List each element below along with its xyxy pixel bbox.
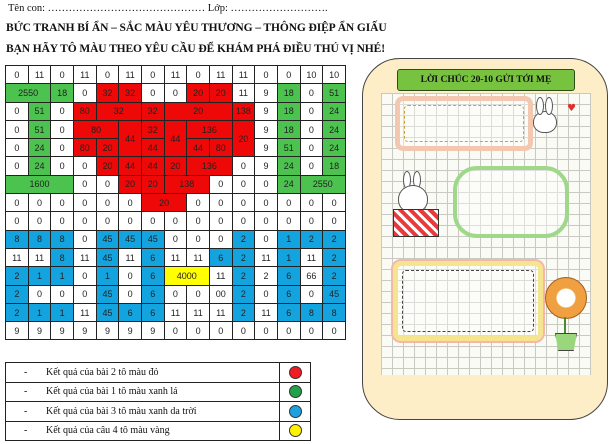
grid-cell[interactable]: 0	[141, 84, 164, 102]
grid-cell[interactable]: 66	[300, 267, 323, 285]
grid-cell[interactable]: 11	[209, 303, 232, 321]
grid-cell[interactable]: 0	[300, 139, 323, 157]
grid-cell[interactable]: 9	[73, 322, 96, 340]
legend-text: Kết quả của câu 4 tô màu vàng	[46, 425, 170, 437]
grid-cell[interactable]: 9	[255, 139, 278, 157]
grid-cell[interactable]: 0	[73, 230, 96, 248]
flower-bunny-icon	[545, 277, 587, 319]
grid-cell[interactable]: 20	[187, 84, 210, 102]
grid-cell[interactable]: 0	[141, 212, 164, 230]
grid-cell[interactable]: 0	[6, 102, 29, 120]
grid-cell[interactable]: 136	[187, 120, 232, 138]
grid-cell[interactable]: 44	[164, 120, 187, 157]
grid-cell[interactable]: 0	[164, 230, 187, 248]
grid-cell[interactable]: 8	[323, 303, 346, 321]
grid-cell[interactable]: 9	[6, 322, 29, 340]
grid-cell[interactable]: 0	[73, 212, 96, 230]
legend-dash: -	[24, 405, 28, 417]
grid-cell[interactable]: 0	[96, 66, 119, 84]
grid-cell[interactable]: 11	[232, 84, 255, 102]
grid-cell[interactable]: 6	[277, 267, 300, 285]
bunny-peek-icon	[533, 111, 557, 133]
grid-cell[interactable]: 0	[209, 230, 232, 248]
message-cloud-middle[interactable]	[453, 166, 569, 238]
grid-cell[interactable]: 2	[232, 285, 255, 303]
grid-cell[interactable]: 0	[119, 194, 142, 212]
grid-row	[6, 212, 346, 230]
grid-cell[interactable]: 9	[28, 322, 51, 340]
grid-row	[6, 120, 346, 138]
grid-cell[interactable]: 0	[187, 212, 210, 230]
grid-cell[interactable]: 1	[96, 267, 119, 285]
card-title: LỜI CHÚC 20-10 GỬI TỚI MẸ	[397, 69, 575, 91]
grid-cell[interactable]: 11	[164, 66, 187, 84]
grid-cell[interactable]: 0	[255, 230, 278, 248]
grid-cell[interactable]: 0	[28, 285, 51, 303]
grid-cell[interactable]: 0	[187, 322, 210, 340]
grid-cell[interactable]: 11	[209, 267, 232, 285]
grid-cell[interactable]: 6	[141, 285, 164, 303]
grid-cell[interactable]: 11	[73, 66, 96, 84]
grid-cell[interactable]: 44	[119, 157, 142, 175]
grid-cell[interactable]: 0	[141, 66, 164, 84]
grid-cell[interactable]: 0	[28, 212, 51, 230]
grid-cell[interactable]: 2	[232, 267, 255, 285]
grid-cell[interactable]: 0	[119, 285, 142, 303]
grid-cell[interactable]: 0	[164, 212, 187, 230]
grid-cell[interactable]: 0	[232, 212, 255, 230]
legend-label	[6, 421, 280, 441]
grid-cell[interactable]: 0	[73, 285, 96, 303]
grid-cell[interactable]: 18	[277, 120, 300, 138]
grid-cell[interactable]: 0	[277, 212, 300, 230]
grid-row	[6, 102, 346, 120]
grid-cell[interactable]: 1	[277, 248, 300, 266]
grid-cell[interactable]: 0	[323, 194, 346, 212]
grid-cell[interactable]: 0	[255, 285, 278, 303]
grid-cell[interactable]: 11	[232, 66, 255, 84]
grid-cell[interactable]: 0	[232, 322, 255, 340]
yellow-circle-icon	[289, 424, 302, 437]
grid-cell[interactable]: 0	[6, 66, 29, 84]
grid-cell[interactable]: 11	[164, 303, 187, 321]
grid-cell[interactable]: 0	[232, 194, 255, 212]
legend-swatch-cell	[280, 382, 311, 402]
grid-cell[interactable]: 0	[73, 175, 96, 193]
grid-cell[interactable]: 8	[51, 248, 74, 266]
grid-cell[interactable]: 11	[255, 248, 278, 266]
grid-cell[interactable]: 10	[300, 66, 323, 84]
grid-cell[interactable]: 44	[187, 139, 210, 157]
grid-cell[interactable]: 0	[255, 194, 278, 212]
grid-cell[interactable]: 9	[51, 322, 74, 340]
grid-cell[interactable]: 2	[323, 267, 346, 285]
grid-cell[interactable]: 44	[141, 139, 164, 157]
grid-cell[interactable]: 00	[209, 285, 232, 303]
grid-cell[interactable]: 2	[255, 267, 278, 285]
grid-cell[interactable]: 2	[300, 230, 323, 248]
grid-cell[interactable]: 10	[323, 66, 346, 84]
grid-cell[interactable]: 2	[6, 267, 29, 285]
red-circle-icon	[289, 366, 302, 379]
bunny-ear-icon	[536, 97, 544, 115]
legend-row	[6, 402, 311, 422]
grid-cell[interactable]: 45	[96, 303, 119, 321]
grid-cell[interactable]: 20	[232, 120, 255, 157]
grid-cell[interactable]: 0	[51, 120, 74, 138]
grid-cell[interactable]: 11	[73, 248, 96, 266]
message-frame-top[interactable]	[395, 96, 533, 151]
grid-cell[interactable]: 0	[73, 84, 96, 102]
grid-cell[interactable]: 20	[164, 102, 232, 120]
message-frame-bottom[interactable]	[393, 261, 543, 341]
grid-cell[interactable]: 0	[187, 230, 210, 248]
grid-cell[interactable]: 0	[6, 139, 29, 157]
grid-cell[interactable]: 80	[73, 120, 118, 138]
grid-cell[interactable]: 2	[232, 248, 255, 266]
grid-cell[interactable]: 9	[255, 102, 278, 120]
grid-cell[interactable]: 6	[277, 285, 300, 303]
grid-cell[interactable]: 9	[255, 157, 278, 175]
grid-cell[interactable]: 2	[323, 248, 346, 266]
grid-cell[interactable]: 11	[209, 66, 232, 84]
grid-cell[interactable]: 1	[28, 303, 51, 321]
grid-cell[interactable]: 0	[323, 322, 346, 340]
flower-pot-icon	[555, 333, 577, 351]
grid-cell[interactable]: 18	[323, 157, 346, 175]
grid-cell[interactable]: 0	[119, 267, 142, 285]
grid-cell[interactable]: 18	[277, 84, 300, 102]
grid-cell[interactable]: 44	[119, 120, 142, 157]
grid-cell[interactable]: 80	[73, 102, 96, 120]
grid-cell[interactable]: 0	[255, 212, 278, 230]
grid-cell[interactable]: 9	[255, 84, 278, 102]
grid-cell[interactable]: 11	[28, 248, 51, 266]
grid-cell[interactable]: 0	[51, 139, 74, 157]
grid-cell[interactable]: 9	[141, 322, 164, 340]
grid-cell[interactable]: 0	[51, 194, 74, 212]
heart-icon: ♥	[567, 103, 576, 114]
coloring-grid	[5, 65, 346, 340]
grid-cell[interactable]: 20	[164, 157, 187, 175]
grid-cell[interactable]: 80	[73, 139, 96, 157]
grid-cell[interactable]: 20	[96, 139, 119, 157]
legend-row	[6, 363, 311, 383]
legend-swatch-cell	[280, 402, 311, 422]
grid-cell[interactable]: 11	[6, 248, 29, 266]
grid-row	[6, 303, 346, 321]
grid-row	[6, 285, 346, 303]
grid-cell[interactable]: 20	[119, 175, 142, 193]
grid-cell[interactable]: 80	[209, 139, 232, 157]
grid-cell[interactable]: 0	[300, 84, 323, 102]
grid-cell[interactable]: 8	[28, 230, 51, 248]
grid-cell[interactable]: 138	[164, 175, 209, 193]
grid-cell[interactable]: 0	[209, 175, 232, 193]
grid-cell[interactable]: 20	[209, 84, 232, 102]
grid-cell[interactable]: 0	[164, 285, 187, 303]
grid-cell[interactable]: 0	[6, 157, 29, 175]
grid-cell[interactable]: 24	[28, 139, 51, 157]
grid-cell[interactable]: 1	[51, 303, 74, 321]
legend-label	[6, 363, 280, 383]
grid-cell[interactable]: 0	[232, 175, 255, 193]
grid-cell[interactable]: 20	[96, 157, 119, 175]
legend-text: Kết quả của bài 2 tô màu đỏ	[46, 366, 159, 378]
grid-cell[interactable]: 6	[141, 267, 164, 285]
grid-cell[interactable]: 9	[96, 322, 119, 340]
grid-cell[interactable]: 0	[187, 194, 210, 212]
grid-cell[interactable]: 0	[300, 322, 323, 340]
grid-cell[interactable]: 8	[51, 230, 74, 248]
grid-cell[interactable]: 32	[96, 84, 119, 102]
grid-row	[6, 322, 346, 340]
grid-cell[interactable]: 0	[164, 322, 187, 340]
grid-cell[interactable]: 6	[277, 303, 300, 321]
grid-cell[interactable]: 0	[73, 194, 96, 212]
grid-cell[interactable]: 24	[323, 139, 346, 157]
grid-cell[interactable]: 2	[6, 303, 29, 321]
grid-cell[interactable]: 6	[141, 248, 164, 266]
grid-cell[interactable]: 0	[51, 102, 74, 120]
grid-cell[interactable]: 2	[323, 230, 346, 248]
grid-cell[interactable]: 0	[277, 66, 300, 84]
grid-cell[interactable]: 9	[119, 322, 142, 340]
grid-row	[6, 267, 346, 285]
worksheet-instruction: BẠN HÃY TÔ MÀU THEO YÊU CẦU ĐỂ KHÁM PHÁ ĐIỀU THÚ VỊ NHÉ!	[6, 43, 385, 55]
legend-swatch-cell	[280, 421, 311, 441]
grid-cell[interactable]: 32	[96, 102, 141, 120]
grid-cell[interactable]: 0	[300, 120, 323, 138]
grid-cell[interactable]: 6	[209, 248, 232, 266]
grid-cell[interactable]: 11	[187, 303, 210, 321]
grid-row	[6, 230, 346, 248]
grid-cell[interactable]: 51	[277, 139, 300, 157]
grid-cell[interactable]: 24	[277, 175, 300, 193]
grid-cell[interactable]: 11	[300, 248, 323, 266]
grid-cell[interactable]: 9	[255, 120, 278, 138]
grid-cell[interactable]: 45	[96, 248, 119, 266]
grid-cell[interactable]: 0	[51, 66, 74, 84]
grid-row	[6, 66, 346, 84]
grid-cell[interactable]: 0	[6, 120, 29, 138]
grid-cell[interactable]: 0	[323, 212, 346, 230]
legend-row	[6, 421, 311, 441]
legend-text: Kết quả của bài 1 tô màu xanh lá	[46, 386, 178, 398]
green-circle-icon	[289, 385, 302, 398]
legend-dash: -	[24, 386, 28, 398]
grid-cell[interactable]: 0	[187, 285, 210, 303]
grid-cell[interactable]: 0	[255, 66, 278, 84]
grid-cell[interactable]: 0	[51, 212, 74, 230]
grid-cell[interactable]: 11	[255, 303, 278, 321]
grid-cell[interactable]: 32	[119, 84, 142, 102]
grid-cell[interactable]: 0	[73, 157, 96, 175]
grid-cell[interactable]: 24	[323, 120, 346, 138]
name-class-line: Tên con: ……………………………………… Lớp: ……………………….	[8, 3, 328, 14]
grid-row	[6, 84, 346, 102]
grid-cell[interactable]: 0	[300, 212, 323, 230]
grid-row	[6, 157, 346, 175]
grid-cell[interactable]: 0	[96, 175, 119, 193]
grid-cell[interactable]: 24	[323, 102, 346, 120]
grid-cell[interactable]: 20	[141, 175, 164, 193]
grid-cell[interactable]: 2	[232, 230, 255, 248]
grid-cell[interactable]: 0	[6, 212, 29, 230]
legend-text: Kết quả của bài 3 tô màu xanh da trời	[46, 405, 197, 417]
grid-paper	[381, 93, 591, 375]
grid-cell[interactable]: 1	[277, 230, 300, 248]
grid-cell[interactable]: 0	[73, 267, 96, 285]
grid-cell[interactable]: 11	[187, 248, 210, 266]
grid-cell[interactable]: 45	[96, 285, 119, 303]
grid-cell[interactable]: 0	[255, 322, 278, 340]
grid-cell[interactable]: 0	[209, 322, 232, 340]
grid-cell[interactable]: 18	[51, 84, 74, 102]
legend-dash: -	[24, 425, 28, 437]
grid-cell[interactable]: 0	[187, 66, 210, 84]
grid-cell[interactable]: 20	[141, 194, 186, 212]
grid-cell[interactable]: 0	[164, 84, 187, 102]
grid-cell[interactable]: 0	[96, 194, 119, 212]
grid-cell[interactable]: 136	[187, 157, 232, 175]
grid-cell[interactable]: 11	[73, 303, 96, 321]
grid-cell[interactable]: 0	[28, 194, 51, 212]
grid-cell[interactable]: 44	[141, 157, 164, 175]
grid-cell[interactable]: 0	[255, 175, 278, 193]
grid-cell[interactable]: 0	[300, 102, 323, 120]
grid-cell[interactable]: 0	[6, 194, 29, 212]
grid-cell[interactable]: 2550	[300, 175, 345, 193]
legend-row	[6, 382, 311, 402]
grid-cell[interactable]: 0	[232, 157, 255, 175]
grid-cell[interactable]: 2	[6, 285, 29, 303]
legend-swatch-cell	[280, 363, 311, 383]
flower-stem-icon	[564, 317, 566, 335]
grid-cell[interactable]: 6	[141, 303, 164, 321]
legend-label	[6, 382, 280, 402]
grid-row	[6, 175, 346, 193]
grid-cell[interactable]: 0	[96, 212, 119, 230]
grid-cell[interactable]: 24	[277, 157, 300, 175]
legend-dash: -	[24, 366, 28, 378]
grid-cell[interactable]: 51	[28, 120, 51, 138]
grid-cell[interactable]: 1	[51, 267, 74, 285]
worksheet-title: BỨC TRANH BÍ ẨN – SẮC MÀU YÊU THƯƠNG – THÔNG ĐIỆP ẨN GIẤU	[6, 22, 387, 34]
grid-cell[interactable]: 138	[232, 102, 255, 120]
grid-cell[interactable]: 8	[6, 230, 29, 248]
grid-cell[interactable]: 11	[164, 248, 187, 266]
grid-cell[interactable]: 32	[141, 102, 164, 120]
grid-cell[interactable]: 0	[209, 212, 232, 230]
grid-cell[interactable]: 0	[300, 194, 323, 212]
gift-box-icon	[393, 209, 439, 237]
grid-cell[interactable]: 24	[28, 157, 51, 175]
grid-cell[interactable]: 2	[232, 303, 255, 321]
grid-cell[interactable]: 4000	[164, 267, 209, 285]
grid-cell[interactable]: 0	[51, 157, 74, 175]
grid-cell[interactable]: 18	[277, 102, 300, 120]
grid-row	[6, 248, 346, 266]
grid-cell[interactable]: 1600	[6, 175, 74, 193]
grid-cell[interactable]: 2550	[6, 84, 51, 102]
grid-cell[interactable]: 11	[119, 66, 142, 84]
grid-cell[interactable]: 32	[141, 120, 164, 138]
grid-cell[interactable]: 45	[119, 230, 142, 248]
blue-circle-icon	[289, 405, 302, 418]
grid-cell[interactable]: 45	[141, 230, 164, 248]
bunny-ear-icon	[545, 97, 553, 115]
greeting-card	[362, 58, 608, 420]
grid-cell[interactable]: 1	[28, 267, 51, 285]
grid-cell[interactable]: 0	[277, 194, 300, 212]
grid-cell[interactable]: 8	[300, 303, 323, 321]
grid-cell[interactable]: 0	[277, 322, 300, 340]
grid-cell[interactable]: 0	[119, 212, 142, 230]
color-legend	[5, 362, 311, 441]
grid-cell[interactable]: 0	[51, 285, 74, 303]
grid-cell[interactable]: 45	[96, 230, 119, 248]
grid-cell[interactable]: 11	[119, 248, 142, 266]
grid-cell[interactable]: 51	[323, 84, 346, 102]
grid-cell[interactable]: 45	[323, 285, 346, 303]
grid-cell[interactable]: 11	[28, 66, 51, 84]
grid-cell[interactable]: 0	[300, 157, 323, 175]
grid-cell[interactable]: 0	[300, 285, 323, 303]
grid-cell[interactable]: 6	[119, 303, 142, 321]
grid-row	[6, 194, 346, 212]
legend-label	[6, 402, 280, 422]
grid-cell[interactable]: 0	[209, 194, 232, 212]
grid-cell[interactable]: 51	[28, 102, 51, 120]
